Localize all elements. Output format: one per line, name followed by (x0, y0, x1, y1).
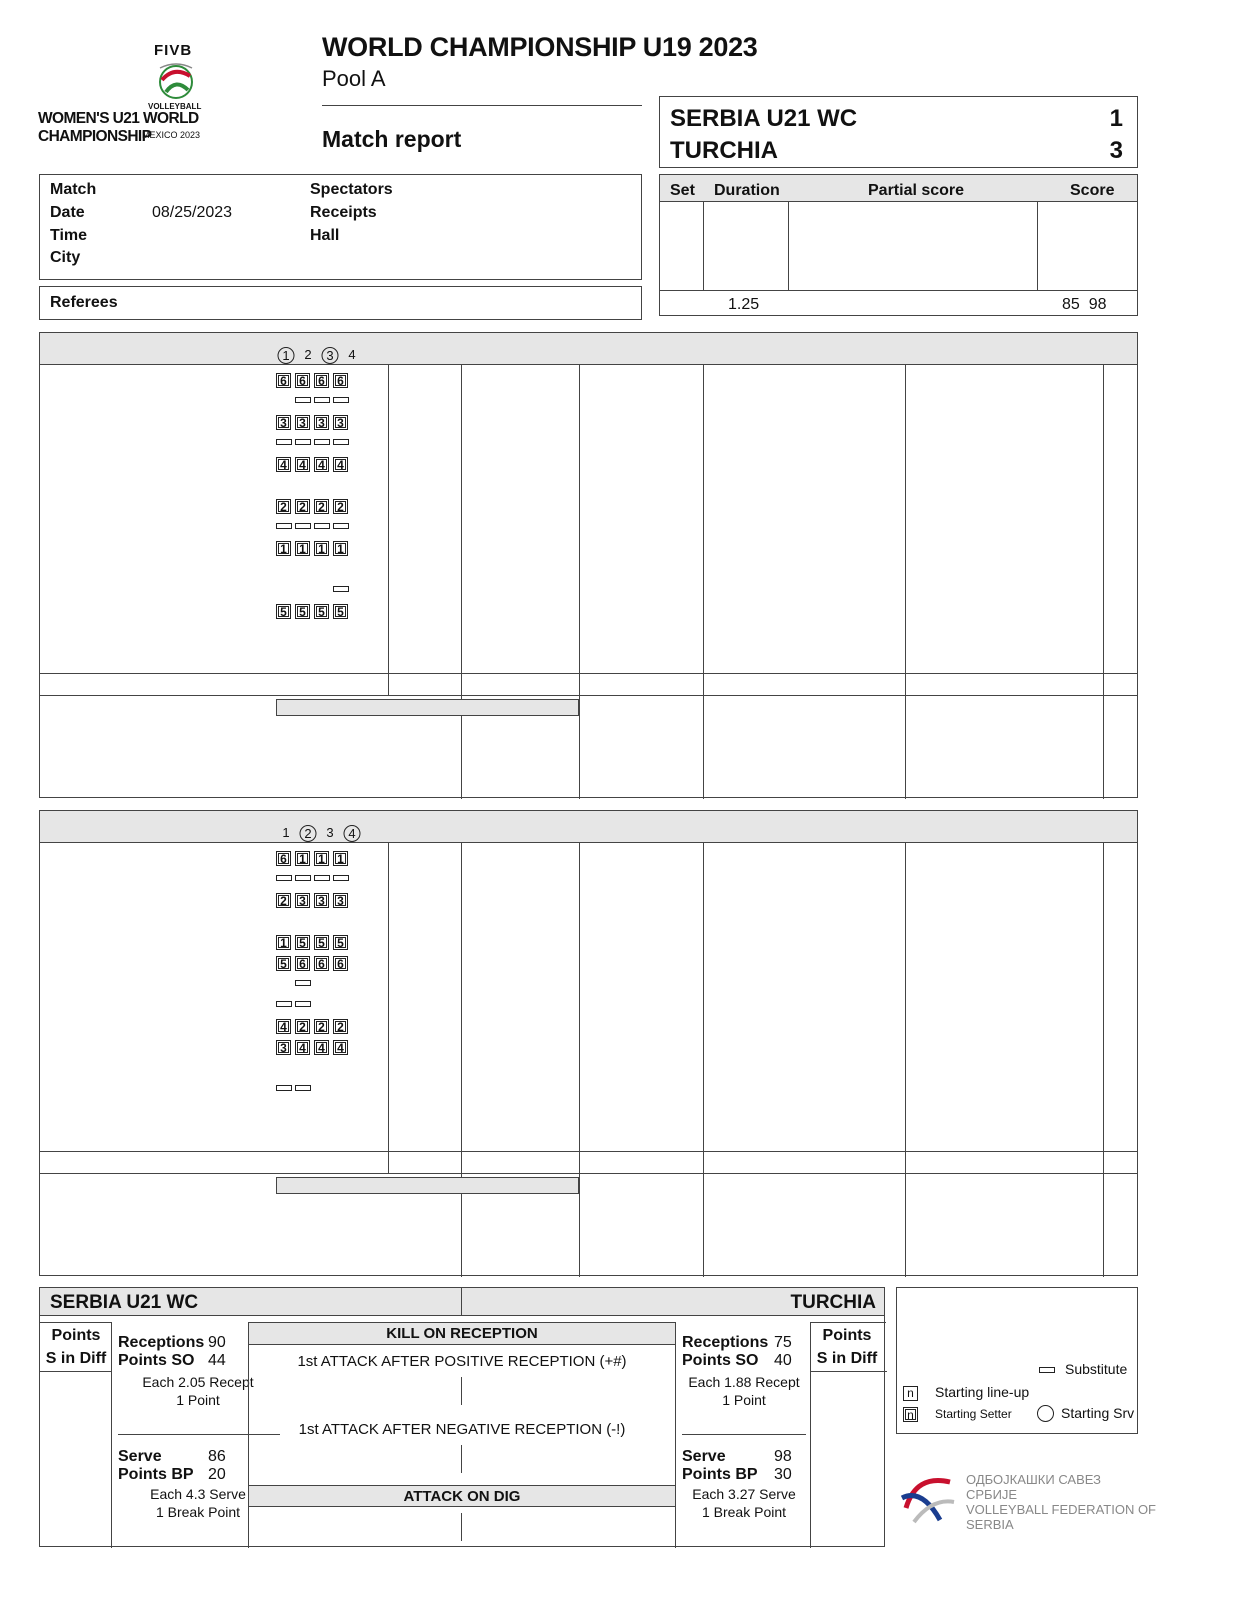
team1-player-11-set3-position (314, 604, 329, 619)
team2-player-0-set1-position (276, 851, 291, 866)
team1-player-4-set2-label: 4 (297, 459, 308, 470)
team1-player-11-set1-position (276, 604, 291, 619)
team2-player-7-set1-substitute (276, 1001, 292, 1007)
team2-player-8-set2-label: 2 (297, 1021, 308, 1032)
team1-player-3-set1-substitute (276, 439, 292, 445)
team1-setnum-3 (322, 347, 339, 364)
team2-player-8-set4-label: 2 (335, 1021, 346, 1032)
team1-player-11-set1-label: 5 (278, 606, 289, 617)
team1-player-2-set2-position (295, 415, 310, 430)
time-label: Time (50, 227, 88, 244)
team2-player-5-set3-position (314, 956, 329, 971)
team1-player-8-set3-label: 1 (316, 543, 327, 554)
team2-player-0-set4-position (333, 851, 348, 866)
date-label: Date (50, 204, 85, 221)
team1-total-divider (40, 673, 1137, 674)
team2-player-9-set4-label: 4 (335, 1042, 346, 1053)
pool-label: Pool A (322, 66, 386, 91)
team2-player-0-set2-position (295, 851, 310, 866)
team1-player-11-set4-label: 5 (335, 606, 346, 617)
referees-box (39, 286, 642, 320)
team2-player-4-set1-position (276, 935, 291, 950)
team1-stats-table (39, 332, 1138, 798)
team2-setnum-3: 3 (326, 825, 334, 840)
title-divider (322, 105, 642, 106)
team2-player-4-set1-label: 1 (278, 937, 289, 948)
team1-player-0-set3-position (314, 373, 329, 388)
partial-header: Partial score (868, 182, 965, 199)
team2-player-2-set1-label: 2 (278, 895, 289, 906)
team2-points-won-bg (276, 1177, 579, 1194)
team1-player-4-set2-position (295, 457, 310, 472)
hall-label: Hall (310, 227, 340, 244)
date-value: 08/25/2023 (152, 204, 233, 221)
team2-player-5-set4-label: 6 (335, 958, 346, 969)
substitute-legend-label: Substitute (1065, 1361, 1128, 1377)
right-sindiff-box: Points S in Diff (810, 1322, 886, 1548)
spectators-label: Spectators (310, 181, 393, 198)
summary-box: SERBIA U21 WC TURCHIA Points S in Diff Receptions 90 Points SO 44 Each 2.05 Recept 1 Point Serve 86 Points BP 20 Each 4.3 Serve 1 Break Point KILL ON RECEPTION 1st ATTACK AFTER POSITIVE RECEPTION (+#) 1st ATTACK AFTER NEGATIVE RECEPTION (-!) ATTACK ON DIG Receptions 75 Points SO 40 Each 1.88 Recept 1 Point Serve 98 Points BP 30 Each 3.27 Serve 1 Break Point Points S in Diff (39, 1287, 885, 1547)
result-team2-name: TURCHIA (670, 137, 778, 164)
team2-player-8-set1-label: 4 (278, 1021, 289, 1032)
federation-name-lat2: SERBIA (966, 1517, 1014, 1532)
team1-player-2-set4-label: 3 (335, 417, 346, 428)
team2-setnum-2 (300, 825, 317, 842)
left-sindiff-label: S in Diff (45, 1350, 107, 1367)
team2-player-9-set1-label: 3 (278, 1042, 289, 1053)
team2-setnum-1: 1 (282, 825, 290, 840)
team1-points-won-bg (276, 699, 579, 716)
summary-team1: SERBIA U21 WC (50, 1292, 199, 1313)
total-duration: 1.25 (728, 296, 760, 313)
report-label: Match report (322, 126, 462, 152)
team1-total-divider-bottom (40, 695, 1137, 696)
city-label: City (50, 249, 81, 266)
team2-player-9-set4-position (333, 1040, 348, 1055)
team1-player-8-set1-label: 1 (278, 543, 289, 554)
team1-player-7-set3-substitute (314, 523, 330, 529)
team1-player-11-set3-label: 5 (316, 606, 327, 617)
team1-player-8-set3-position (314, 541, 329, 556)
team1-player-11-set2-label: 5 (297, 606, 308, 617)
result-team2-score: 3 (1109, 137, 1123, 164)
team1-player-8-set2-position (295, 541, 310, 556)
team1-player-1-set4-substitute (333, 397, 349, 403)
team1-player-6-set3-position (314, 499, 329, 514)
starting-lineup-legend-label: Starting line-up (935, 1384, 1030, 1400)
team1-player-4-set3-position (314, 457, 329, 472)
starting-setter-legend-icon: n (903, 1407, 918, 1422)
summary-team2: TURCHIA (790, 1292, 876, 1313)
team1-player-0-set3-label: 6 (316, 375, 327, 386)
volleyball-logo-icon (156, 58, 196, 102)
page-title: WORLD CHAMPIONSHIP U19 2023 (322, 32, 758, 62)
team2-setnum-4 (344, 825, 361, 842)
team1-player-3-set3-substitute (314, 439, 330, 445)
team2-header-bg (40, 811, 1137, 843)
team2-stats-table (39, 810, 1138, 1276)
team1-player-1-set2-substitute (295, 397, 311, 403)
positive-attack-title: 1st ATTACK AFTER POSITIVE RECEPTION (+#) (297, 1353, 627, 1370)
team1-player-4-set3-label: 4 (316, 459, 327, 470)
team2-player-2-set1-position (276, 893, 291, 908)
sets-score-box (659, 174, 1138, 316)
team1-player-6-set1-position (276, 499, 291, 514)
team1-player-4-set4-label: 4 (335, 459, 346, 470)
team1-player-3-set2-substitute (295, 439, 311, 445)
match-label: Match (50, 181, 97, 198)
team2-player-8-set4-position (333, 1019, 348, 1034)
team1-player-6-set4-label: 2 (335, 501, 346, 512)
negative-attack-title: 1st ATTACK AFTER NEGATIVE RECEPTION (-!) (298, 1421, 626, 1438)
starting-setter-legend-label: Starting Setter (935, 1407, 1012, 1421)
team1-player-7-set1-substitute (276, 523, 292, 529)
receipts-label: Receipts (310, 204, 377, 221)
starting-server-legend-icon (1037, 1405, 1054, 1422)
starting-server-legend-label: Starting Srv (1061, 1405, 1135, 1421)
team2-setnum-circle-4: 4 (344, 825, 361, 842)
team2-player-2-set2-label: 3 (297, 895, 308, 906)
kill-title: KILL ON RECEPTION (249, 1323, 675, 1345)
team2-player-6-set2-substitute (295, 980, 311, 986)
team1-player-4-set1-position (276, 457, 291, 472)
team1-player-0-set1-label: 6 (278, 375, 289, 386)
team1-player-6-set4-position (333, 499, 348, 514)
team1-player-6-set3-label: 2 (316, 501, 327, 512)
logo-volleyball-text: VOLLEYBALL (148, 102, 202, 111)
team2-player-5-set1-position (276, 956, 291, 971)
team2-player-8-set2-position (295, 1019, 310, 1034)
team1-player-0-set2-position (295, 373, 310, 388)
team1-player-8-set4-position (333, 541, 348, 556)
team2-player-9-set2-label: 4 (297, 1042, 308, 1053)
team1-player-10-set4-substitute (333, 586, 349, 592)
fivb-logo-text: FIVB (154, 42, 193, 59)
starting-lineup-legend-icon: n (903, 1386, 918, 1401)
team1-player-8-set1-position (276, 541, 291, 556)
team2-player-9-set1-position (276, 1040, 291, 1055)
team2-player-1-set2-substitute (295, 875, 311, 881)
legend-box (896, 1287, 1138, 1434)
match-info-box (39, 174, 642, 280)
result-team1-name: SERBIA U21 WC (670, 105, 858, 132)
dig-title: ATTACK ON DIG (249, 1485, 675, 1507)
team2-player-1-set3-substitute (314, 875, 330, 881)
team2-player-8-set1-position (276, 1019, 291, 1034)
team1-header-bg (40, 333, 1137, 365)
team2-player-5-set4-position (333, 956, 348, 971)
logo-title: WOMEN'S U21 WORLD CHAMPIONSHIP (38, 110, 199, 145)
team1-player-7-set2-substitute (295, 523, 311, 529)
left-points-label: Points (51, 1327, 101, 1344)
team1-setnum-4: 4 (348, 347, 356, 362)
team2-total-divider-bottom (40, 1173, 1137, 1174)
team1-player-11-set2-position (295, 604, 310, 619)
competition-logo (38, 42, 310, 145)
team2-player-1-set1-substitute (276, 875, 292, 881)
team1-player-2-set3-position (314, 415, 329, 430)
team1-player-7-set4-substitute (333, 523, 349, 529)
team1-player-6-set2-label: 2 (297, 501, 308, 512)
team1-player-2-set1-position (276, 415, 291, 430)
team2-player-7-set2-substitute (295, 1001, 311, 1007)
team2-player-0-set2-label: 1 (297, 853, 308, 864)
team2-player-4-set2-position (295, 935, 310, 950)
federation-name-cyr2: СРБИЈЕ (966, 1487, 1018, 1502)
team1-player-1-set3-substitute (314, 397, 330, 403)
team2-player-2-set4-position (333, 893, 348, 908)
team2-player-0-set4-label: 1 (335, 853, 346, 864)
result-team1-score: 1 (1109, 105, 1123, 132)
team1-setnum-1 (278, 347, 295, 364)
duration-header: Duration (714, 182, 780, 199)
team1-player-8-set4-label: 1 (335, 543, 346, 554)
team2-player-8-set3-label: 2 (316, 1021, 327, 1032)
team2-player-1-set4-substitute (333, 875, 349, 881)
team1-player-2-set3-label: 3 (316, 417, 327, 428)
team2-player-9-set3-label: 4 (316, 1042, 327, 1053)
team1-player-3-set4-substitute (333, 439, 349, 445)
team1-player-2-set4-position (333, 415, 348, 430)
team2-player-5-set1-label: 5 (278, 958, 289, 969)
team1-player-4-set4-position (333, 457, 348, 472)
team2-player-0-set1-label: 6 (278, 853, 289, 864)
team1-player-6-set2-position (295, 499, 310, 514)
substitute-legend-icon (1039, 1367, 1055, 1373)
federation-name-lat1: VOLLEYBALL FEDERATION OF (966, 1502, 1156, 1517)
result-box (659, 96, 1138, 168)
left-sindiff-box (40, 1322, 112, 1548)
team2-setnum-circle-2: 2 (300, 825, 317, 842)
team2-player-4-set4-label: 5 (335, 937, 346, 948)
team1-player-2-set1-label: 3 (278, 417, 289, 428)
team2-player-8-set3-position (314, 1019, 329, 1034)
team1-setnum-circle-3: 3 (322, 347, 339, 364)
team1-player-0-set1-position (276, 373, 291, 388)
kill-on-reception (248, 1322, 676, 1548)
referees-label: Referees (50, 294, 118, 311)
team2-player-11-set2-substitute (295, 1085, 311, 1091)
team2-player-4-set2-label: 5 (297, 937, 308, 948)
team2-player-2-set4-label: 3 (335, 895, 346, 906)
team2-total-divider (40, 1151, 1137, 1152)
team1-setnum-circle-1: 1 (278, 347, 295, 364)
federation-logo-icon (896, 1468, 958, 1530)
team2-player-5-set2-position (295, 956, 310, 971)
team2-player-5-set3-label: 6 (316, 958, 327, 969)
team1-player-0-set4-position (333, 373, 348, 388)
score-header: Score (1070, 182, 1115, 199)
team1-player-8-set2-label: 1 (297, 543, 308, 554)
team2-player-2-set2-position (295, 893, 310, 908)
logo-subtitle: MEXICO 2023 (142, 130, 201, 140)
team2-player-4-set4-position (333, 935, 348, 950)
team2-player-0-set3-label: 1 (316, 853, 327, 864)
team1-player-4-set1-label: 4 (278, 459, 289, 470)
team2-player-9-set3-position (314, 1040, 329, 1055)
team2-player-11-set1-substitute (276, 1085, 292, 1091)
team2-player-2-set3-label: 3 (316, 895, 327, 906)
team2-player-9-set2-position (295, 1040, 310, 1055)
total-score: 85 98 (1062, 296, 1107, 313)
team2-player-0-set3-position (314, 851, 329, 866)
team2-player-4-set3-position (314, 935, 329, 950)
team1-player-2-set2-label: 3 (297, 417, 308, 428)
team2-player-5-set2-label: 6 (297, 958, 308, 969)
federation-name-cyr1: ОДБОЈКАШКИ САВЕЗ (966, 1472, 1101, 1487)
team1-player-6-set1-label: 2 (278, 501, 289, 512)
team1-setnum-2: 2 (304, 347, 312, 362)
team2-player-4-set3-label: 5 (316, 937, 327, 948)
team1-player-0-set4-label: 6 (335, 375, 346, 386)
set-header: Set (670, 182, 695, 199)
team1-player-0-set2-label: 6 (297, 375, 308, 386)
team1-player-11-set4-position (333, 604, 348, 619)
team2-player-2-set3-position (314, 893, 329, 908)
